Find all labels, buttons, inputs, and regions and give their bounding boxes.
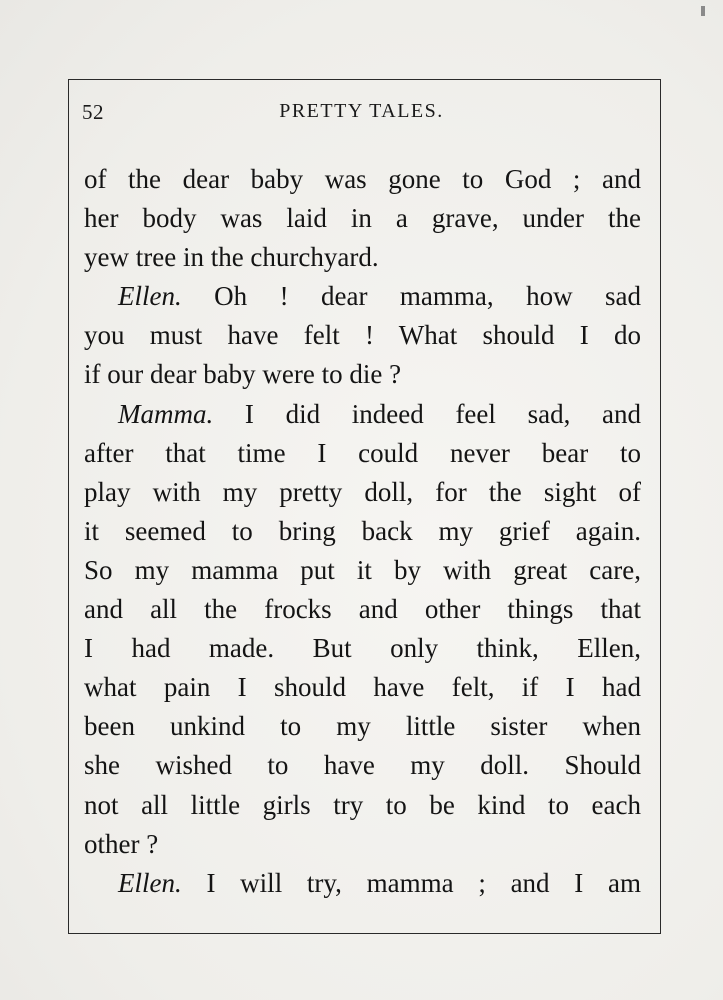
text-line: I had made. But only think, Ellen, (84, 633, 641, 664)
text-line: it seemed to bring back my grief again. (84, 515, 641, 546)
text-line: been unkind to my little sister when (84, 711, 641, 742)
speaker-name: Ellen. (118, 281, 182, 312)
speaker-name: Mamma. (118, 398, 214, 429)
text-line: she wished to have my doll. Should (84, 750, 641, 781)
speaker-name: Ellen. (118, 867, 182, 898)
text-line: of the dear baby was gone to God ; and (84, 164, 641, 194)
text-line: Ellen. I will try, mamma ; and I am (118, 867, 641, 898)
text-line: not all little girls try to be kind to each (84, 789, 641, 820)
page-number: 52 (82, 100, 104, 124)
text-line: you must have felt ! What should I do (84, 320, 641, 351)
corner-mark (701, 6, 705, 16)
text-line: her body was laid in a grave, under the (84, 203, 641, 234)
text-line: Ellen. Oh ! dear mamma, how sad (118, 281, 641, 312)
text-line: after that time I could never bear to (84, 437, 641, 468)
text-line: what pain I should have felt, if I had (84, 672, 641, 703)
text-line: other ? (84, 828, 159, 859)
text-line: So my mamma put it by with great care, (84, 554, 641, 585)
text-line: play with my pretty doll, for the sight of (84, 476, 641, 507)
text-line: Mamma. I did indeed feel sad, and (118, 398, 641, 429)
page-header (82, 100, 643, 134)
running-title: PRETTY TALES. (279, 100, 444, 122)
text-line: if our dear baby were to die ? (84, 359, 402, 390)
text-line: and all the frocks and other things that (84, 594, 641, 625)
body-text (84, 160, 641, 903)
text-line: yew tree in the churchyard. (84, 242, 379, 273)
